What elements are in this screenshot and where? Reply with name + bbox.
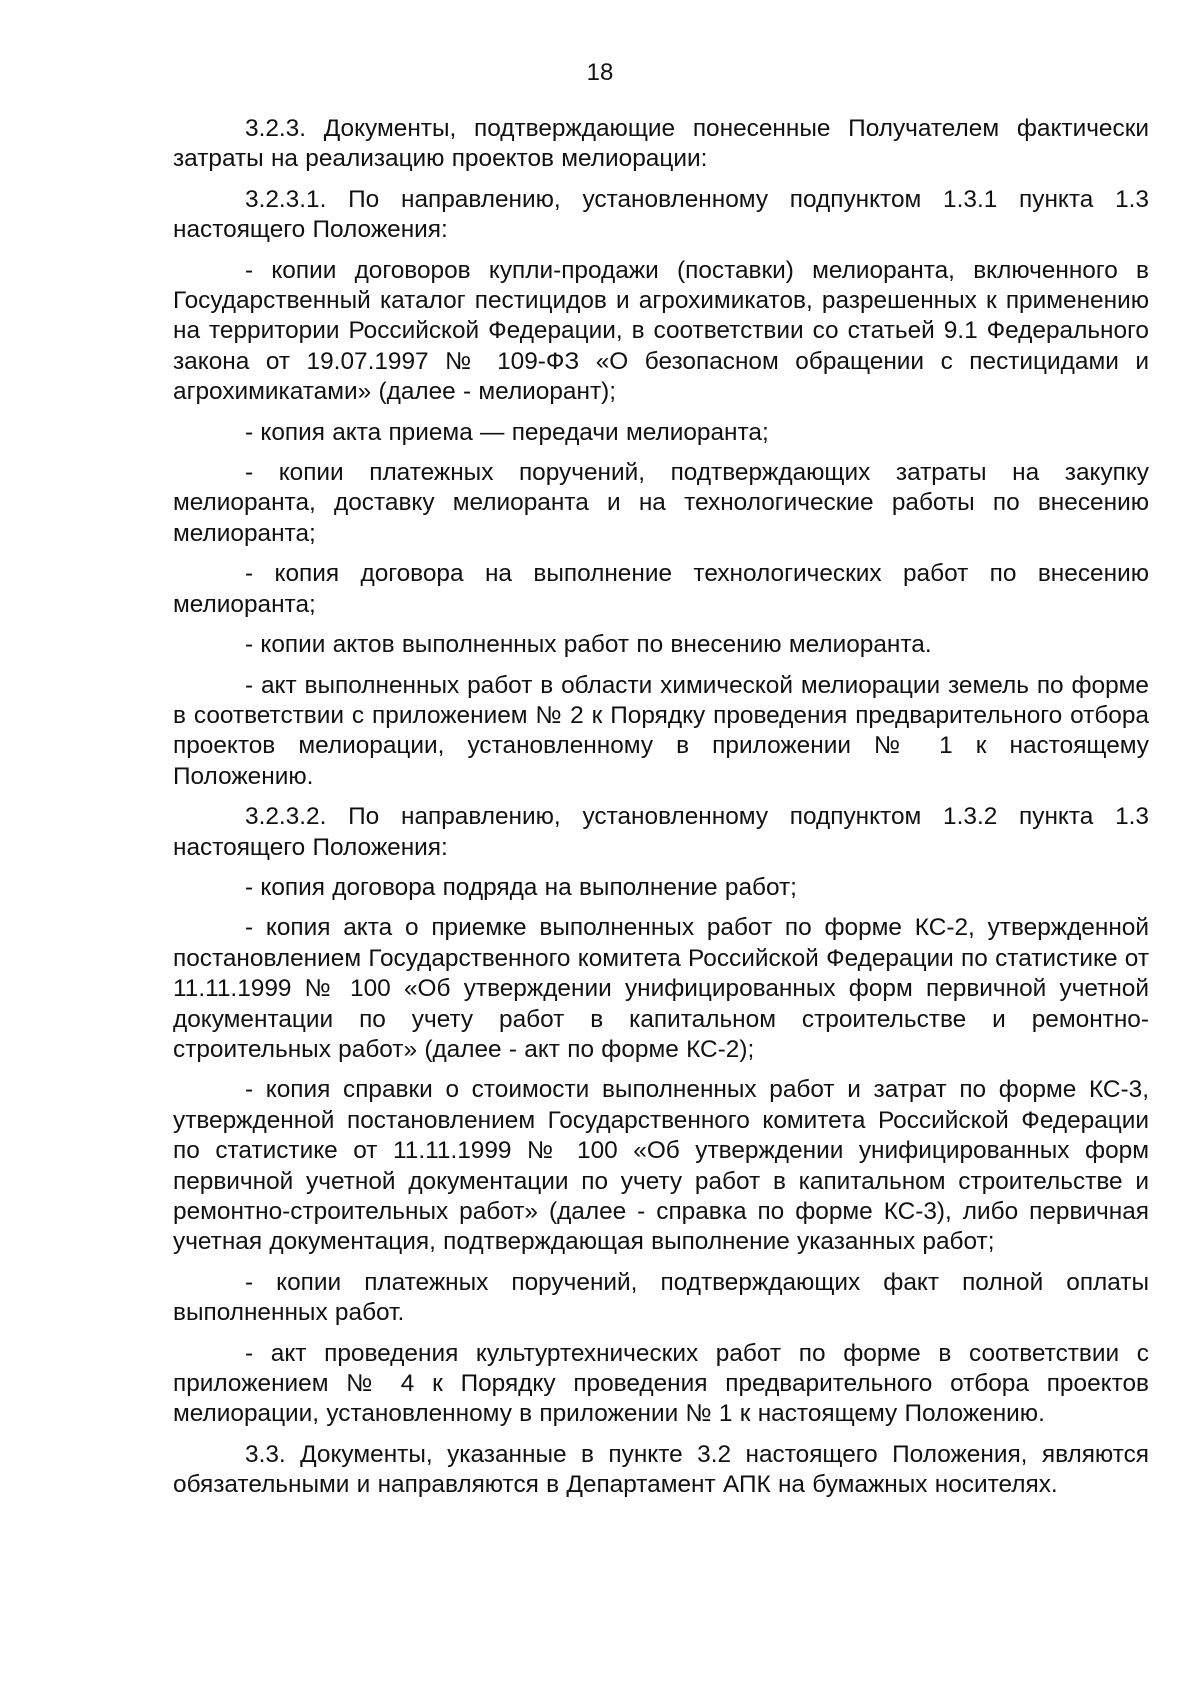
page-number: 18 [586,59,614,86]
list-item: - акт выполненных работ в области химической мелиорации земель по форме в соответствии с приложением № 2 к Порядку проведения предварительного отбора проектов мелиорации, установленному в приложении № 1 к настоящему Положению. [173,671,1149,790]
paragraph-3-2-3-2: 3.2.3.2. По направлению, установленному подпунктом 1.3.2 пункта 1.3 настоящего Положения: [173,803,1149,861]
list-item: - копия договора на выполнение технологических работ по внесению мелиоранта; [173,560,1149,618]
paragraph-3-2-3-1: 3.2.3.1. По направлению, установленному подпунктом 1.3.1 пункта 1.3 настоящего Положения: [173,185,1149,244]
list-item: - копия договора подряда на выполнение работ; [245,873,797,901]
list-item: - копии платежных поручений, подтверждающих затраты на закупку мелиоранта, доставку мелиоранта и на технологические работы по внесению мелиоранта; [173,459,1149,547]
list-item: - копия справки о стоимости выполненных работ и затрат по форме КС-3, утвержденной постановлением Государственного комитета Российской Федерации по статистике от 11.11.1999 № 100 «Об утверждении унифицированных форм первичной учетной документации по учету работ в капитальном строительстве и ремонтно-строительных работ» (далее - справка по форме КС-3), либо первичная учетная документация, подтверждающая выполнение указанных работ; [173,1076,1149,1256]
list-item: - копии актов выполненных работ по внесению мелиоранта. [245,631,932,659]
list-item: - копии договоров купли-продажи (поставки) мелиоранта, включенного в Государственный каталог пестицидов и агрохимикатов, разрешенных к применению на территории Российской Федерации, в соответствии со статьей 9.1 Федерального закона от 19.07.1997 № 109-ФЗ «О безопасном обращении с пестицидами и агрохимикатами» (далее - мелиорант); [173,256,1149,406]
list-item: - копии платежных поручений, подтверждающих факт полной оплаты выполненных работ. [173,1268,1149,1327]
list-item: - копия акта приема — передачи мелиоранта; [245,418,769,446]
list-item: - акт проведения культуртехнических работ по форме в соответствии с приложением № 4 к Порядку проведения предварительного отбора проектов мелиорации, установленному в приложении № 1 к настоящему Положению. [173,1339,1149,1428]
paragraph-3-3: 3.3. Документы, указанные в пункте 3.2 настоящего Положения, являются обязательными и направляются в Департамент АПК на бумажных носителях. [173,1440,1149,1499]
document-body [173,114,1149,1511]
list-item: - копия акта о приемке выполненных работ по форме КС-2, утвержденной постановлением Государственного комитета Российской Федерации по статистике от 11.11.1999 № 100 «Об утверждении унифицированных форм первичной учетной документации по учету работ в капитальном строительстве и ремонтно-строительных работ» (далее - акт по форме КС-2); [173,914,1150,1063]
paragraph-3-2-3: 3.2.3. Документы, подтверждающие понесенные Получателем фактически затраты на реализацию проектов мелиорации: [173,115,1149,173]
